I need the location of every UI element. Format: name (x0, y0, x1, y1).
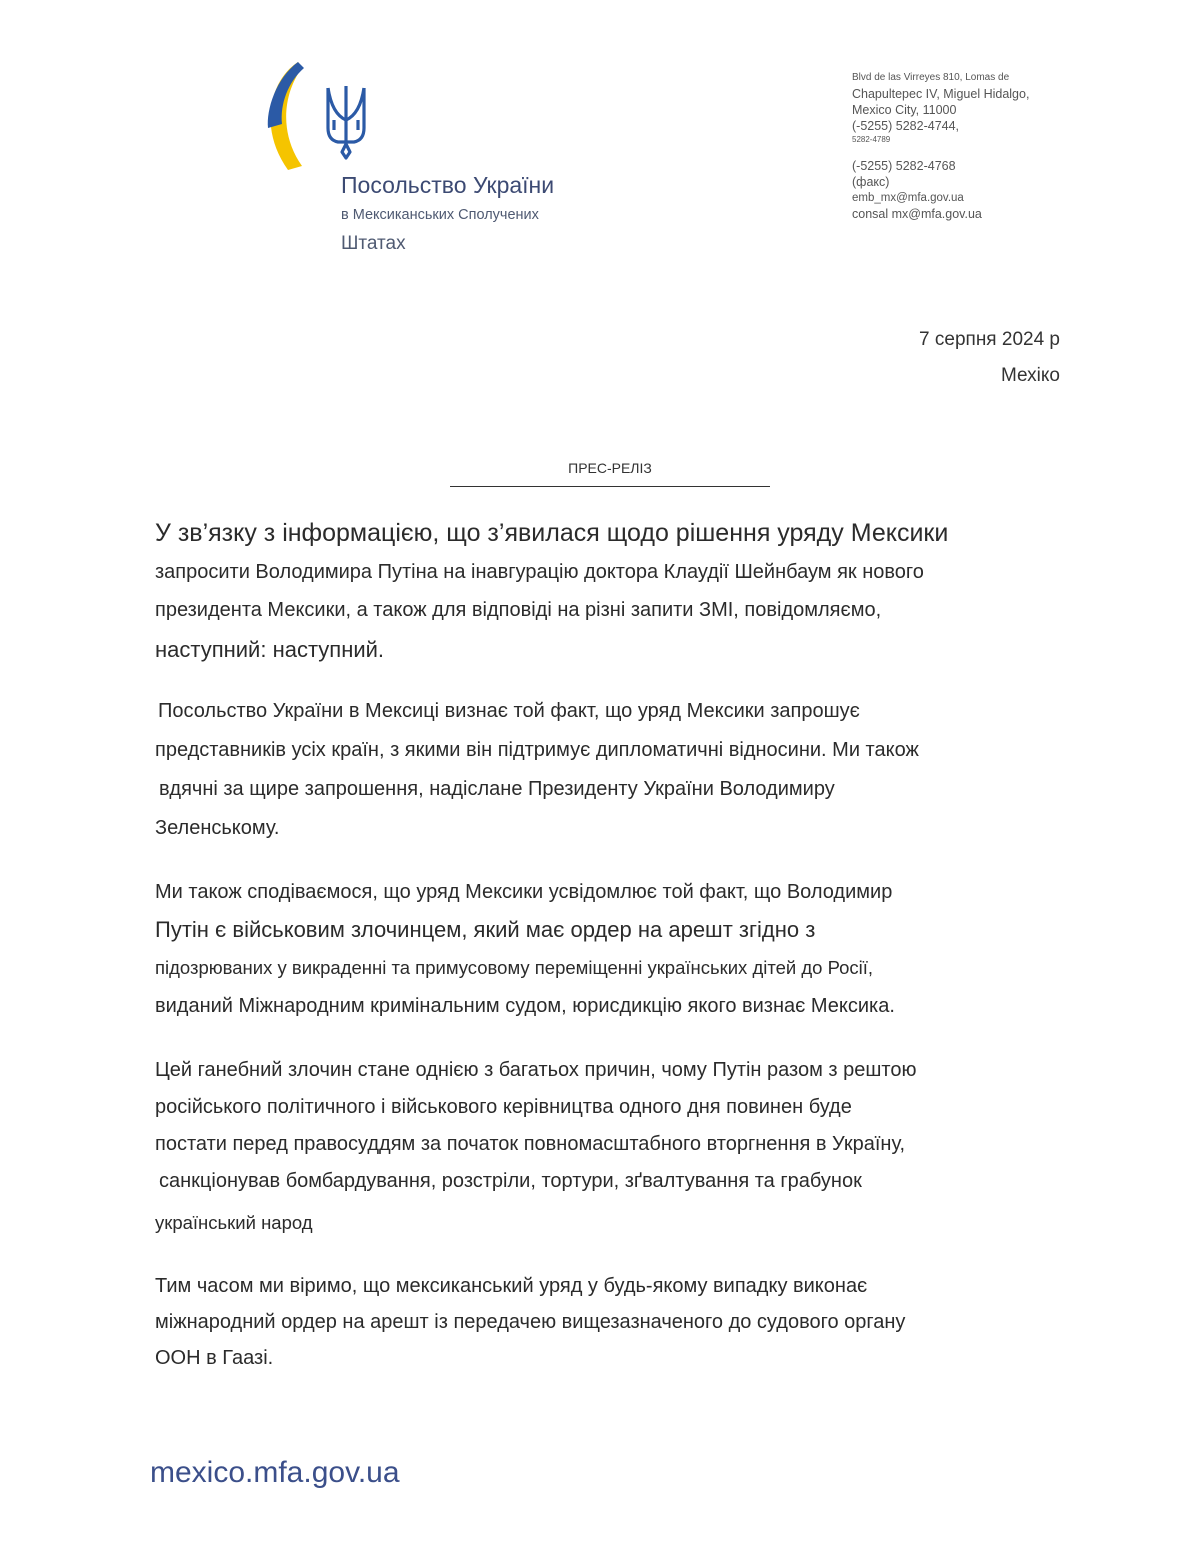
text-line: Ми також сподіваємося, що уряд Мексики усвідомлює той факт, що Володимир (155, 881, 893, 903)
text-line: ООН в Гаазі. (155, 1347, 274, 1369)
text-line: Цей ганебний злочин стане однією з багатьох причин, чому Путін разом з рештою (155, 1059, 917, 1081)
phone-line: 5282-4789 (852, 135, 891, 144)
text-line: Тим часом ми віримо, що мексиканський уряд у будь-якому випадку виконає (155, 1275, 868, 1297)
website-link[interactable]: mexico.mfa.gov.ua (150, 1456, 400, 1489)
text-line: український народ (155, 1212, 313, 1233)
address-line: Chapultepec IV, Miguel Hidalgo, (852, 87, 1030, 101)
text-line: міжнародний ордер на арешт із передачею вищезазначеного до судового органу (155, 1311, 906, 1333)
text-line: запросити Володимира Путіна на інавгурацію доктора Клаудії Шейнбаум як нового (155, 561, 924, 583)
text-line: Зеленському. (155, 817, 280, 839)
text-line: Путін є військовим злочинцем, який має ордер на арешт згідно з (155, 917, 816, 942)
date: 7 серпня 2024 р (919, 329, 1060, 350)
text-line: президента Мексики, а також для відповіді на різні запити ЗМІ, повідомляємо, (155, 599, 882, 621)
document-title: ПРЕС-РЕЛІЗ (450, 460, 770, 487)
address-line: Blvd de las Virreyes 810, Lomas de (852, 72, 1010, 83)
phone-line: (-5255) 5282-4744, (852, 119, 960, 133)
text-line: Посольство України в Мексиці визнає той факт, що уряд Мексики запрошує (158, 700, 860, 722)
intro-paragraph (155, 513, 1065, 671)
text-line: У зв’язку з інформацією, що з’явилася щодо рішення уряду Мексики (155, 519, 949, 547)
email-line: consal mx@mfa.gov.ua (852, 207, 982, 221)
text-line: виданий Міжнародним кримінальним судом, юрисдикцію якого визнає Мексика. (155, 995, 895, 1017)
paragraph-4 (155, 1268, 1065, 1376)
paragraph-2 (155, 873, 1065, 1025)
embassy-logo (258, 58, 378, 178)
fax-line: (-5255) 5282-4768 (852, 159, 956, 173)
text-line: санкціонував бомбардування, розстріли, тортури, зґвалтування та грабунок (159, 1170, 862, 1192)
fax-label: (факс) (852, 175, 890, 189)
text-line: російського політичного і військового керівництва одного дня повинен буде (155, 1096, 852, 1118)
text-line: представників усіх країн, з якими він підтримує дипломатичні відносини. Ми також (155, 739, 919, 761)
embassy-name: Посольство України (341, 172, 555, 198)
trident-icon (328, 86, 364, 158)
address-line: Mexico City, 11000 (852, 103, 957, 117)
embassy-subtitle-2: Штатах (341, 233, 406, 254)
text-line: вдячні за щире запрошення, надіслане Президенту України Володимиру (159, 778, 835, 800)
paragraph-3 (155, 1052, 1065, 1246)
embassy-subtitle-1: в Мексиканських Сполучених (341, 207, 539, 223)
text-line: підозрюваних у викраденні та примусовому переміщенні українських дітей до Росії, (155, 957, 874, 978)
date-block (919, 322, 1060, 394)
text-line: постати перед правосуддям за початок повномасштабного вторгнення в Україну, (155, 1133, 906, 1155)
address-block (852, 70, 1072, 222)
paragraph-1 (155, 692, 1065, 848)
city: Мехіко (1000, 365, 1060, 386)
email-line: emb_mx@mfa.gov.ua (852, 192, 964, 204)
text-line: наступний: наступний. (155, 637, 385, 662)
